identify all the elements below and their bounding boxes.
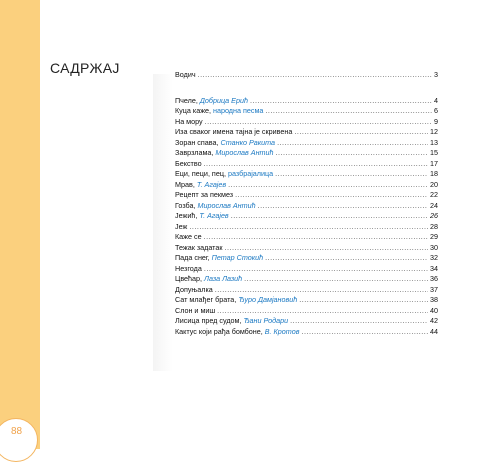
leader-dots <box>235 190 428 201</box>
toc-entry[interactable] <box>175 243 438 254</box>
toc-entry[interactable] <box>175 285 438 296</box>
entry-title: Пчеле <box>175 95 196 105</box>
toc-entry[interactable] <box>175 70 438 81</box>
entry-title: Еци, пеци, пец <box>175 169 224 178</box>
entry-page: 6 <box>434 106 438 115</box>
leader-dots <box>301 327 428 338</box>
entry-page: 42 <box>430 316 438 325</box>
toc-entry[interactable] <box>175 306 438 317</box>
entry-page: 13 <box>430 137 438 147</box>
entry-title: Мрав <box>175 179 193 189</box>
entry-page: 15 <box>430 148 438 157</box>
entry-title: На мору <box>175 116 203 126</box>
entry-title: Цвећар <box>175 274 201 283</box>
leader-dots <box>276 148 428 159</box>
leader-dots <box>290 316 428 327</box>
entry-page: 22 <box>430 190 438 199</box>
entry-title: Кактус који рађа бомбоне <box>175 326 261 336</box>
entry-page: 4 <box>434 95 438 105</box>
leader-dots <box>231 211 428 222</box>
entry-page: 28 <box>430 221 438 231</box>
entry-page: 40 <box>430 305 438 315</box>
entry-page: 44 <box>430 326 438 336</box>
entry-title: Зоран спава <box>175 137 217 147</box>
entry-page: 36 <box>430 274 438 283</box>
toc-entry[interactable]: Еци, пеци, пец, разбрајалица ..... 18 <box>175 169 438 180</box>
entry-title: Јежић <box>175 211 196 220</box>
leader-dots <box>265 253 428 264</box>
entry-title: Незгода <box>175 263 202 273</box>
entry-author: Мирослав Антић <box>197 200 256 210</box>
entry-page: 18 <box>430 169 438 178</box>
entry-page: 24 <box>430 200 438 210</box>
entry-page: 37 <box>430 284 438 294</box>
toc-entry[interactable]: Цвећар, Лаза Лазић ..... 36 <box>175 274 438 285</box>
entry-page: 26 <box>430 211 438 220</box>
entry-author: Ђуро Дамјановић <box>238 295 298 304</box>
entry-title: Куца каже <box>175 106 209 115</box>
leader-dots <box>265 106 432 117</box>
entry-page: 30 <box>430 242 438 252</box>
entry-author: Мирослав Антић <box>215 148 274 157</box>
leader-dots <box>205 117 432 128</box>
leader-dots <box>258 201 428 212</box>
leader-dots <box>198 70 432 81</box>
toc-entry[interactable]: Сат млађег брата, Ђуро Дамјановић ..... 38 <box>175 295 438 306</box>
leader-dots <box>225 243 428 254</box>
toc-entry[interactable] <box>175 159 438 170</box>
leader-dots <box>250 96 432 107</box>
page-number-badge <box>0 418 38 462</box>
entry-author: Петар Стокић <box>211 253 264 262</box>
entry-title: Јеж <box>175 221 188 231</box>
leader-dots <box>275 169 428 180</box>
entry-page: 17 <box>430 158 438 168</box>
toc-entry[interactable]: Пчеле, Добрица Ерић ..... 4 <box>175 96 438 107</box>
entry-title: Заврзлама <box>175 148 212 157</box>
toc-entry[interactable]: Пада снег, Петар Стокић ..... 32 <box>175 253 438 264</box>
leader-dots <box>189 222 428 233</box>
toc-entry[interactable]: Куца каже, народна песма ..... 6 <box>175 106 438 117</box>
toc-entry[interactable] <box>175 190 438 201</box>
entry-title: Бекство <box>175 158 202 168</box>
entry-author: разбрајалица <box>227 169 274 178</box>
page-title: САДРЖАЈ <box>50 60 120 76</box>
toc-entry[interactable]: Зоран спава, Станко Ракита ..... 13 <box>175 138 438 149</box>
leader-dots <box>217 306 428 317</box>
toc-entry[interactable] <box>175 127 438 138</box>
entry-title: Гозба <box>175 200 194 210</box>
leader-dots <box>204 232 428 243</box>
toc-entry[interactable] <box>175 222 438 233</box>
entry-author: Т. Агајев <box>199 211 229 220</box>
leader-dots <box>294 127 428 138</box>
entry-author: В. Кротов <box>264 326 300 336</box>
leader-dots <box>204 159 428 170</box>
entry-title: Иза сваког имена тајна је скривена <box>175 127 293 136</box>
entry-page: 38 <box>430 295 438 304</box>
leader-dots <box>277 138 428 149</box>
leader-dots <box>228 180 428 191</box>
toc-entry[interactable]: Заврзлама, Мирослав Антић ..... 15 <box>175 148 438 159</box>
entry-title: Слон и миш <box>175 305 216 315</box>
toc-entry[interactable] <box>175 117 438 128</box>
toc-entry[interactable] <box>175 264 438 275</box>
toc-entry[interactable]: Гозба, Мирослав Антић ..... 24 <box>175 201 438 212</box>
leader-dots <box>299 295 428 306</box>
side-band <box>0 0 40 449</box>
entry-title: Лисица пред судом <box>175 316 240 325</box>
entry-title: Тежак задатак <box>175 242 223 252</box>
entry-page: 12 <box>430 127 438 136</box>
entry-author: Станко Ракита <box>220 137 276 147</box>
entry-author: Ђани Родари <box>243 316 289 325</box>
entry-author: Добрица Ерић <box>199 95 248 105</box>
entry-title: Сат млађег брата <box>175 295 235 304</box>
entry-page: 20 <box>430 179 438 189</box>
toc-entry[interactable]: Мрав, Т. Агајев ..... 20 <box>175 180 438 191</box>
entry-title: Каже се <box>175 232 202 241</box>
leader-dots <box>215 285 428 296</box>
entry-author: Т. Агајев <box>196 179 227 189</box>
table-of-contents <box>175 70 438 337</box>
leader-dots <box>244 274 428 285</box>
toc-entry[interactable]: Кактус који рађа бомбоне, В. Кротов ..... 44 <box>175 327 438 338</box>
entry-title: Пада снег <box>175 253 208 262</box>
toc-entry[interactable] <box>175 232 438 243</box>
page-number: 88 <box>11 426 23 437</box>
leader-dots <box>204 264 428 275</box>
toc-entry[interactable]: Лисица пред судом, Ђани Родари ..... 42 <box>175 316 438 327</box>
entry-page: 32 <box>430 253 438 262</box>
entry-author: народна песма <box>213 106 264 115</box>
entry-page: 34 <box>430 263 438 273</box>
entry-title: Водич <box>175 70 196 79</box>
entry-title: Допуњалка <box>175 284 213 294</box>
toc-entry[interactable]: Јежић, Т. Агајев ..... 26 <box>175 211 438 222</box>
entry-page: 9 <box>434 116 438 126</box>
entry-page: 3 <box>434 70 438 79</box>
entry-page: 29 <box>430 232 438 241</box>
entry-title: Рецепт за пекмез <box>175 190 234 199</box>
entry-author: Лаза Лазић <box>204 274 243 283</box>
